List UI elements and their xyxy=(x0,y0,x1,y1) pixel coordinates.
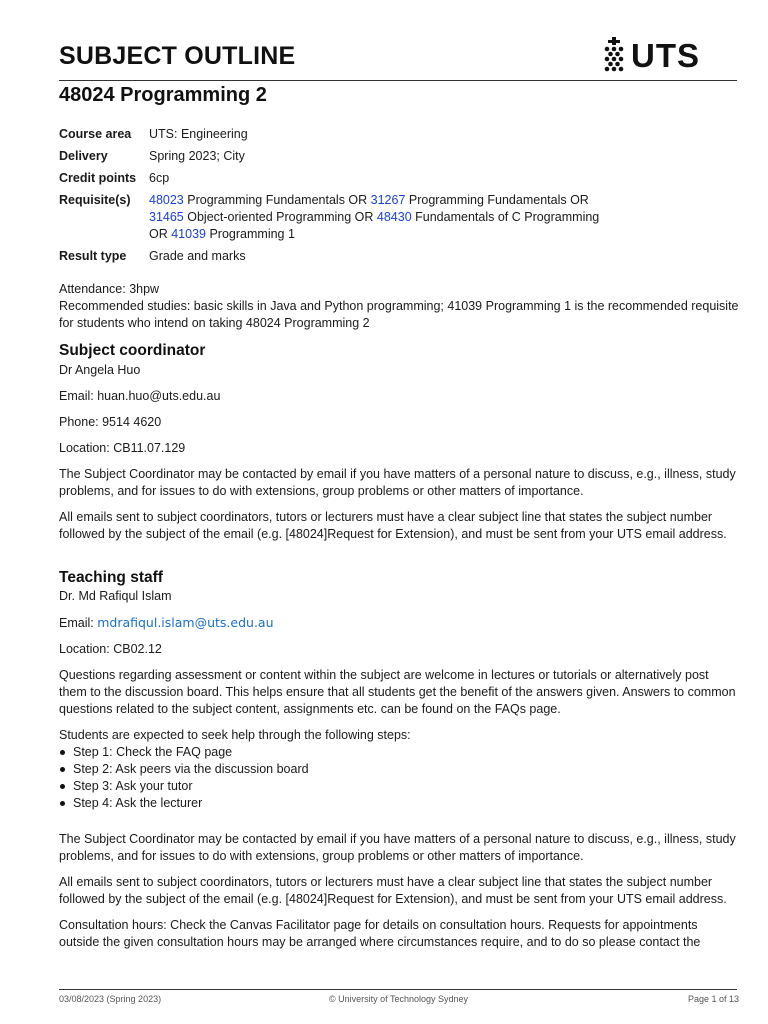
requisites-value xyxy=(149,192,599,248)
attendance-notes xyxy=(59,281,739,332)
requisite-text: Programming 1 xyxy=(206,227,295,241)
subject-details-table xyxy=(59,126,599,270)
coordinator-name: Dr Angela Huo xyxy=(59,363,141,377)
list-item: Step 3: Ask your tutor xyxy=(59,778,739,795)
footer-date: 03/08/2023 (Spring 2023) xyxy=(59,994,162,1004)
staff-email-label: Email: xyxy=(59,616,98,630)
coordinator-heading: Subject coordinator xyxy=(59,342,206,359)
requisite-link-31267[interactable]: 31267 xyxy=(370,193,406,207)
list-item: Step 1: Check the FAQ page xyxy=(59,744,739,761)
detail-value: 6cp xyxy=(149,171,170,185)
requisite-text: Programming Fundamentals OR xyxy=(405,193,589,207)
header-divider xyxy=(59,80,737,81)
footer-divider xyxy=(59,989,737,990)
coordinator-section xyxy=(59,362,739,543)
staff-email-line xyxy=(59,614,739,632)
consultation-hours-paragraph: Consultation hours: Check the Canvas Facilitator page for details on consultation hours. Requests for appointments outside the given consultation hours may be arranged where circumstances require, and to do so please contact the xyxy=(59,918,701,949)
requisite-link-41039[interactable]: 41039 xyxy=(171,227,206,241)
attendance-text: Attendance: 3hpw xyxy=(59,282,160,296)
detail-value: UTS: Engineering xyxy=(149,127,248,141)
coordinator-email: Email: huan.huo@uts.edu.au xyxy=(59,389,221,403)
list-item: Step 2: Ask peers via the discussion board xyxy=(59,761,739,778)
requisite-text: Object-oriented Programming OR xyxy=(183,210,377,224)
requisite-link-48023[interactable]: 48023 xyxy=(149,193,184,207)
footer-copyright: © University of Technology Sydney xyxy=(329,994,469,1004)
teaching-staff-heading: Teaching staff xyxy=(59,569,163,586)
uts-logo xyxy=(603,36,700,76)
staff-location: Location: CB02.12 xyxy=(59,642,162,656)
help-steps-list xyxy=(59,744,739,812)
staff-contact-paragraph: The Subject Coordinator may be contacted by email if you have matters of a personal nature to discuss, e.g., illness, study problems, and for issues to do with extensions, group problems or other matters of importance. xyxy=(59,832,736,863)
coordinator-contact-paragraph: The Subject Coordinator may be contacted by email if you have matters of a personal nature to discuss, e.g., illness, study problems, and for issues to do with extensions, group problems or other matters of importance. xyxy=(59,467,736,498)
detail-value: Grade and marks xyxy=(149,249,246,263)
coordinator-email-policy-paragraph: All emails sent to subject coordinators, tutors or lecturers must have a clear subject line that states the subject number followed by the subject of the email (e.g. [48024]Request for Extension), and must be sent from your UTS email address. xyxy=(59,510,727,541)
detail-label: Course area xyxy=(59,127,132,141)
detail-label: Delivery xyxy=(59,149,108,163)
uts-logo-text: UTS xyxy=(631,37,700,74)
list-item: Step 4: Ask the lecturer xyxy=(59,795,739,812)
teaching-staff-section xyxy=(59,588,739,951)
steps-intro: Students are expected to seek help through the following steps: xyxy=(59,728,411,742)
uts-crest-icon xyxy=(603,37,625,75)
detail-label: Result type xyxy=(59,249,127,263)
detail-label: Requisite(s) xyxy=(59,193,131,207)
detail-label: Credit points xyxy=(59,171,137,185)
detail-row-credit-points xyxy=(59,170,599,192)
requisite-text: Programming Fundamentals OR xyxy=(183,193,371,207)
requisite-text: OR xyxy=(149,227,172,241)
coordinator-location: Location: CB11.07.129 xyxy=(59,441,186,455)
detail-row-delivery xyxy=(59,148,599,170)
staff-email-policy-paragraph: All emails sent to subject coordinators, tutors or lecturers must have a clear subject line that states the subject number followed by the subject of the email (e.g. [48024]Request for Extension), and must be sent from your UTS email address. xyxy=(59,875,727,906)
staff-questions-paragraph: Questions regarding assessment or content within the subject are welcome in lectures or tutorials or alternatively post them to the discussion board. This helps ensure that all students get the benefit of the answers given. Answers to common questions related to the subject content, assignments etc. can be found on the FAQs page. xyxy=(59,668,736,716)
detail-value: Spring 2023; City xyxy=(149,149,245,163)
document-title: SUBJECT OUTLINE xyxy=(59,42,296,70)
coordinator-phone: Phone: 9514 4620 xyxy=(59,415,162,429)
staff-email-link[interactable]: mdrafiqul.islam@uts.edu.au xyxy=(97,615,274,630)
detail-row-course-area xyxy=(59,126,599,148)
detail-row-result-type xyxy=(59,248,599,270)
requisite-link-31465[interactable]: 31465 xyxy=(149,210,184,224)
footer-page-number: Page 1 of 13 xyxy=(687,994,739,1004)
requisite-link-48430[interactable]: 48430 xyxy=(376,210,412,224)
recommended-studies-text: Recommended studies: basic skills in Java and Python programming; 41039 Programming 1 is the recommended requisite for students who intend on taking 48024 Programming 2 xyxy=(59,299,739,330)
detail-row-requisites xyxy=(59,192,599,248)
subject-title: 48024 Programming 2 xyxy=(59,84,267,106)
staff-name: Dr. Md Rafiqul Islam xyxy=(59,589,172,603)
requisite-text: Fundamentals of C Programming xyxy=(411,210,600,224)
